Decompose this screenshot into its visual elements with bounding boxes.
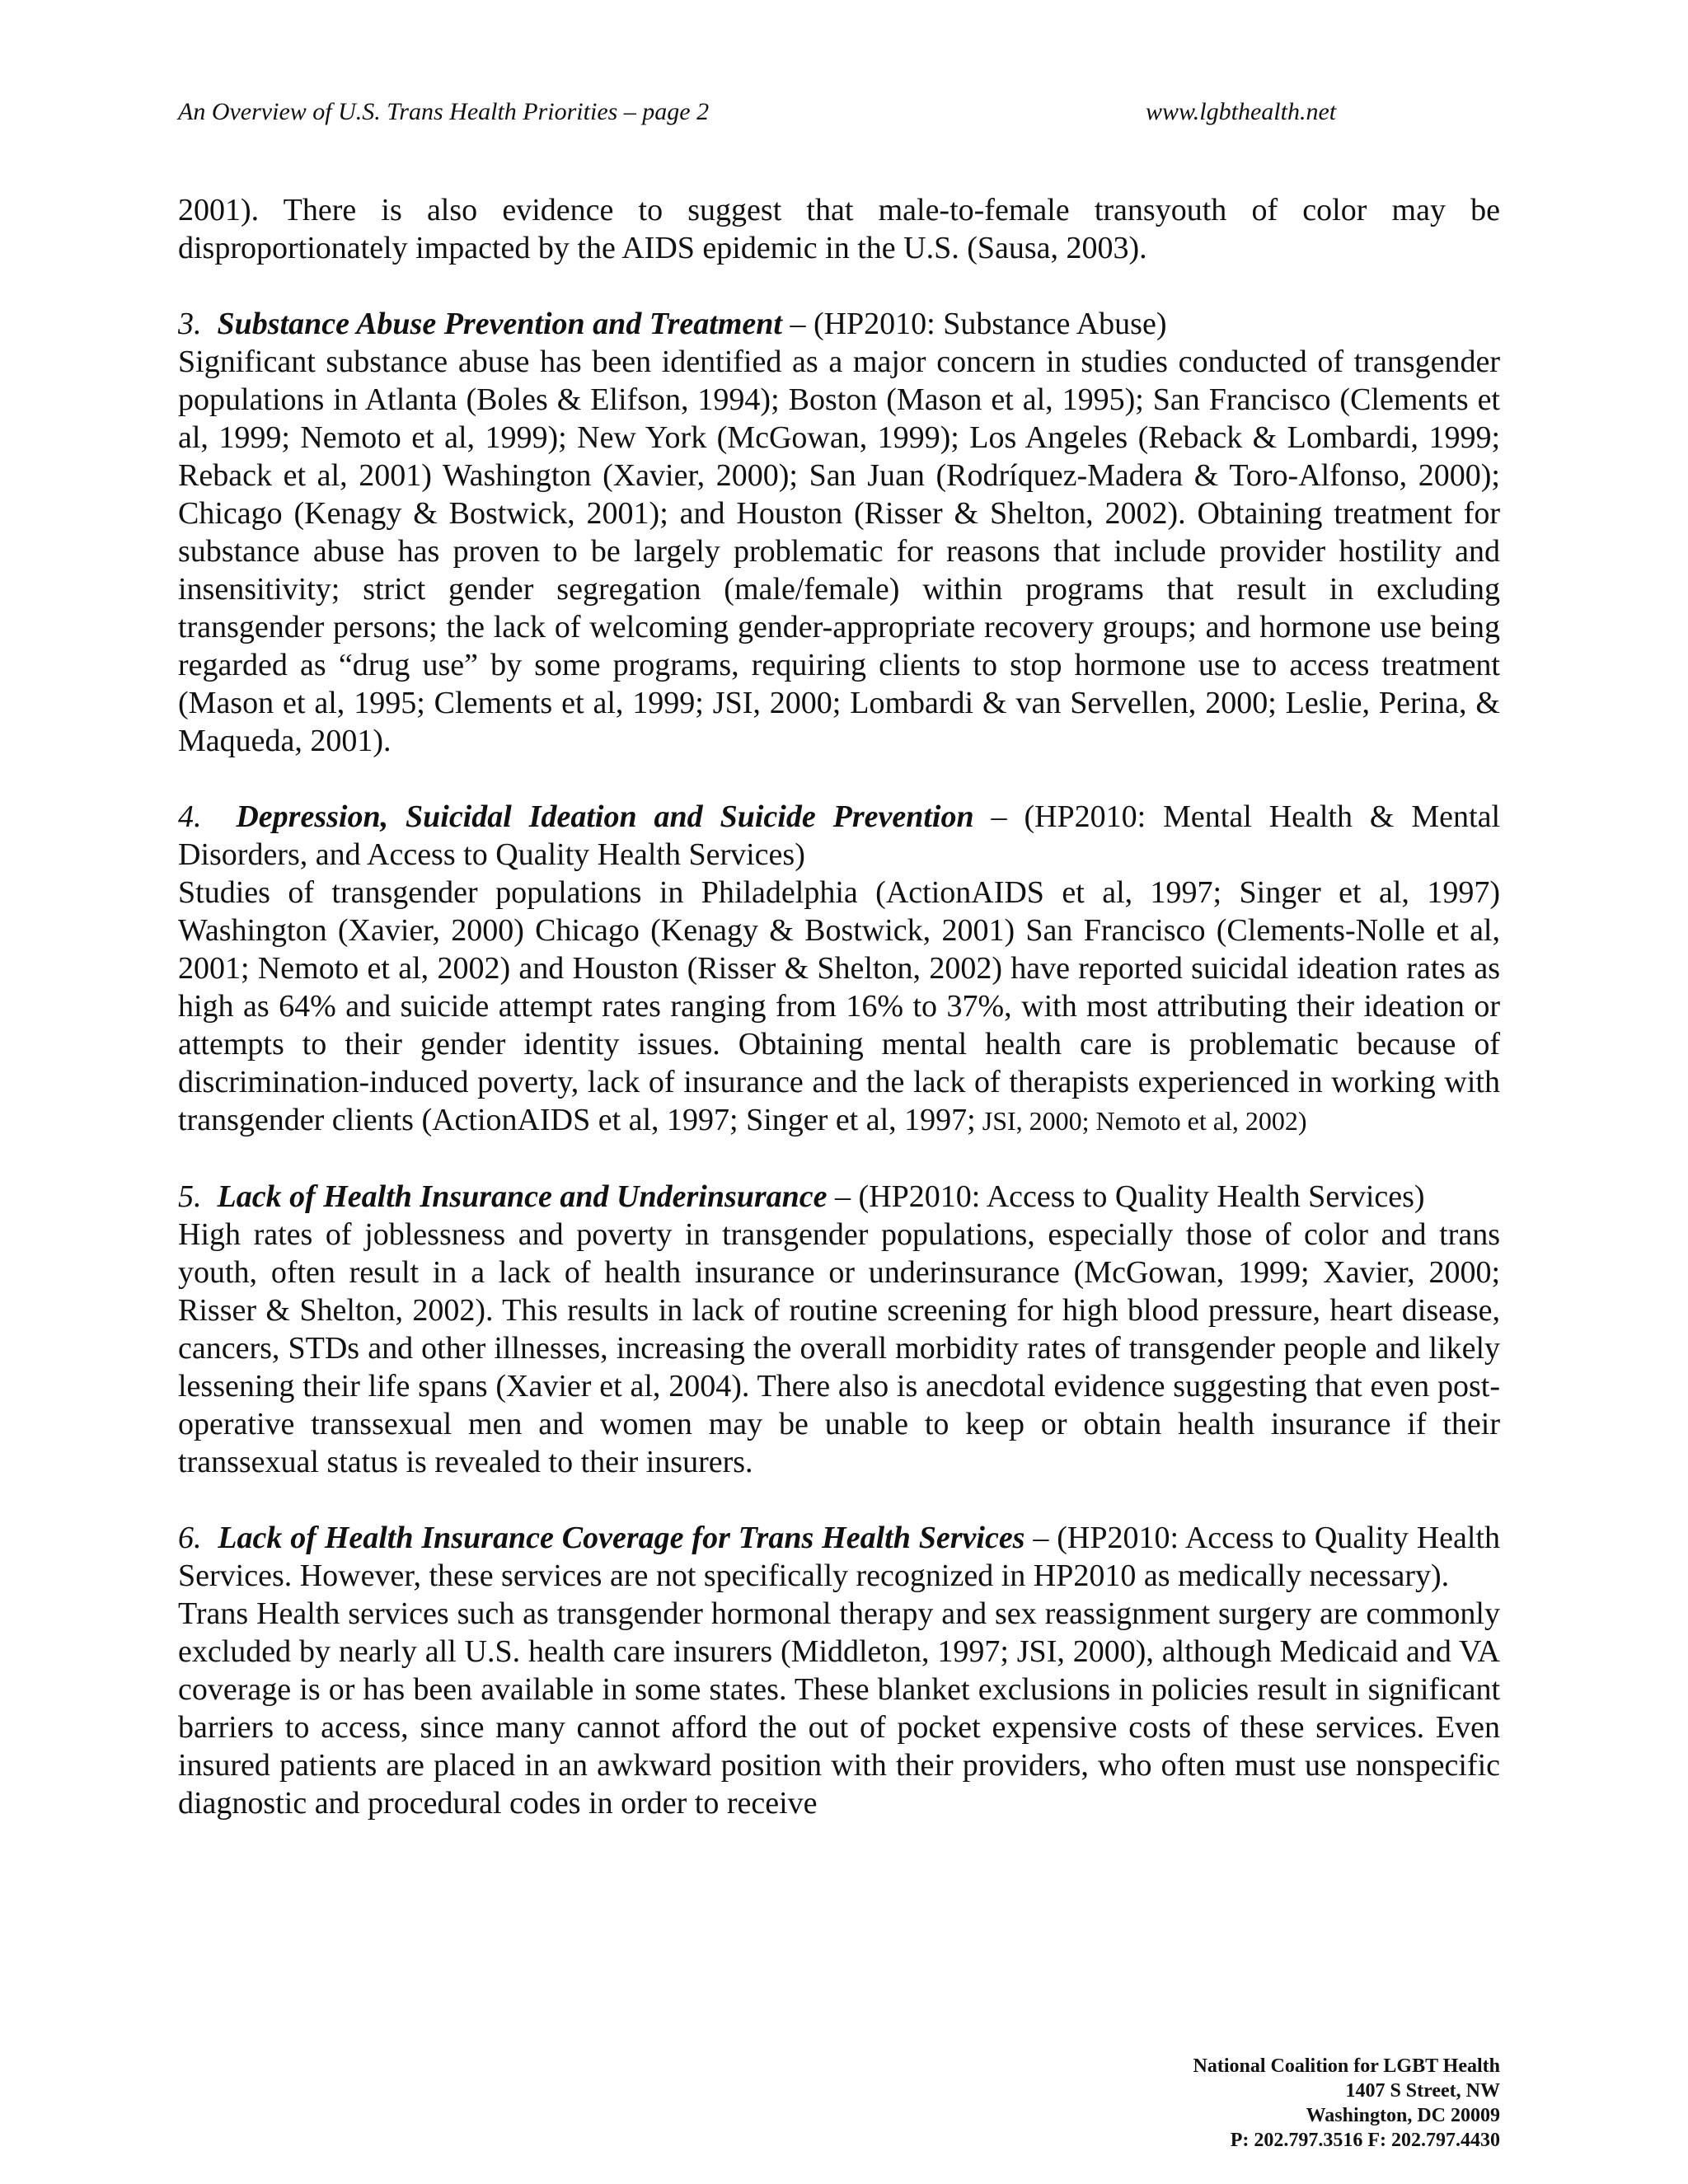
section-5-hp: – (HP2010: Access to Quality Health Services) bbox=[827, 1179, 1425, 1214]
section-6-body: Trans Health services such as transgender hormonal therapy and sex reassignment surgery are commonly excluded by nearly all U.S. health care insurers (Middleton, 1997; JSI, 2000), although Medicaid and VA coverage is or has been available in some states. These blanket exclusions in policies result in significant barriers to access, since many cannot afford the out of pocket expensive costs of these services. Even insured patients are placed in an awkward position with their providers, who often must use nonspecific diagnostic and procedural codes in order to receive bbox=[178, 1596, 1500, 1821]
section-5-heading bbox=[178, 1178, 1500, 1216]
section-4-number: 4. bbox=[178, 799, 202, 834]
section-3-heading bbox=[178, 305, 1500, 343]
section-6-heading bbox=[178, 1519, 1500, 1595]
section-6-number: 6. bbox=[178, 1521, 202, 1555]
section-4-body-paragraph bbox=[178, 874, 1500, 1140]
section-4-body: Studies of transgender populations in Philadelphia (ActionAIDS et al, 1997; Singer et al, 1997) Washington (Xavier, 2000) Chicago (Kenagy & Bostwick, 2001) San Francisco (Clements-Nolle et al, 2001; Nemoto et al, 2002) and Houston (Risser & Shelton, 2002) have reported suicidal ideation rates as high as 64% and suicide attempt rates ranging from 16% to 37%, with most attributing their ideation or attempts to their gender identity issues. Obtaining mental health care is problematic because of discrimination-induced poverty, lack of insurance and the lack of therapists experienced in working with transgender clients (ActionAIDS et al, 1997; Singer et al, 1997; bbox=[178, 875, 1500, 1137]
section-5-title: Lack of Health Insurance and Underinsurance bbox=[217, 1179, 828, 1214]
section-3-number: 3. bbox=[178, 307, 202, 341]
footer-phone: P: 202.797.3516 F: 202.797.4430 bbox=[1230, 2130, 1500, 2151]
section-5-body: High rates of joblessness and poverty in transgender populations, especially those of color and trans youth, often result in a lack of health insurance or underinsurance (McGowan, 1999; Xavier, 2000; Risser & Shelton, 2002). This results in lack of routine screening for high blood pressure, heart disease, cancers, STDs and other illnesses, increasing the overall morbidity rates of transgender people and likely lessening their life spans (Xavier et al, 2004). There also is anecdotal evidence suggesting that even post-operative transsexual men and women may be unable to keep or obtain health insurance if their transsexual status is revealed to their insurers. bbox=[178, 1217, 1500, 1479]
section-6-title: Lack of Health Insurance Coverage for Trans Health Services bbox=[218, 1521, 1025, 1555]
header-title: An Overview of U.S. Trans Health Priorities – page 2 bbox=[178, 98, 710, 125]
section-4-heading bbox=[178, 798, 1500, 874]
header-url: www.lgbthealth.net bbox=[1146, 98, 1337, 125]
document-body bbox=[178, 191, 1500, 1822]
section-4-hp: – (HP2010: Mental Health & Mental Disorders, and Access to Quality Health Services) bbox=[178, 799, 1501, 872]
page-footer bbox=[1071, 2054, 1500, 2153]
intro-paragraph: 2001). There is also evidence to suggest that male-to-female transyouth of color may be disproportionately impacted by the AIDS epidemic in the U.S. (Sausa, 2003). bbox=[178, 193, 1500, 265]
section-5-number: 5. bbox=[178, 1179, 202, 1214]
section-4-title: Depression, Suicidal Ideation and Suicide Prevention bbox=[236, 799, 974, 834]
section-3-hp: – (HP2010: Substance Abuse) bbox=[781, 307, 1167, 341]
footer-city: Washington, DC 20009 bbox=[1306, 2105, 1500, 2126]
section-3-body: Significant substance abuse has been identified as a major concern in studies conducted of transgender populations in Atlanta (Boles & Elifson, 1994); Boston (Mason et al, 1995); San Francisco (Clements et al, 1999; Nemoto et al, 1999); New York (McGowan, 1999); Los Angeles (Reback & Lombardi, 1999; Reback et al, 2001) Washington (Xavier, 2000); San Juan (Rodríquez-Madera & Toro-Alfonso, 2000); Chicago (Kenagy & Bostwick, 2001); and Houston (Risser & Shelton, 2002). Obtaining treatment for substance abuse has proven to be largely problematic for reasons that include provider hostility and insensitivity; strict gender segregation (male/female) within programs that result in excluding transgender persons; the lack of welcoming gender-appropriate recovery groups; and hormone use being regarded as “drug use” by some programs, requiring clients to stop hormone use to access treatment (Mason et al, 1995; Clements et al, 1999; JSI, 2000; Lombardi & van Servellen, 2000; Leslie, Perina, & Maqueda, 2001). bbox=[178, 344, 1500, 758]
page-header bbox=[178, 97, 1365, 127]
footer-street: 1407 S Street, NW bbox=[1345, 2080, 1500, 2102]
section-6-hp: – (HP2010: Access to Quality Health Services. However, these services are not specifically recognized in HP2010 as medically necessary). bbox=[178, 1521, 1501, 1593]
section-3-title: Substance Abuse Prevention and Treatment bbox=[217, 307, 782, 341]
footer-org: National Coalition for LGBT Health bbox=[1193, 2055, 1500, 2077]
section-4-body-small: JSI, 2000; Nemoto et al, 2002) bbox=[975, 1106, 1307, 1136]
